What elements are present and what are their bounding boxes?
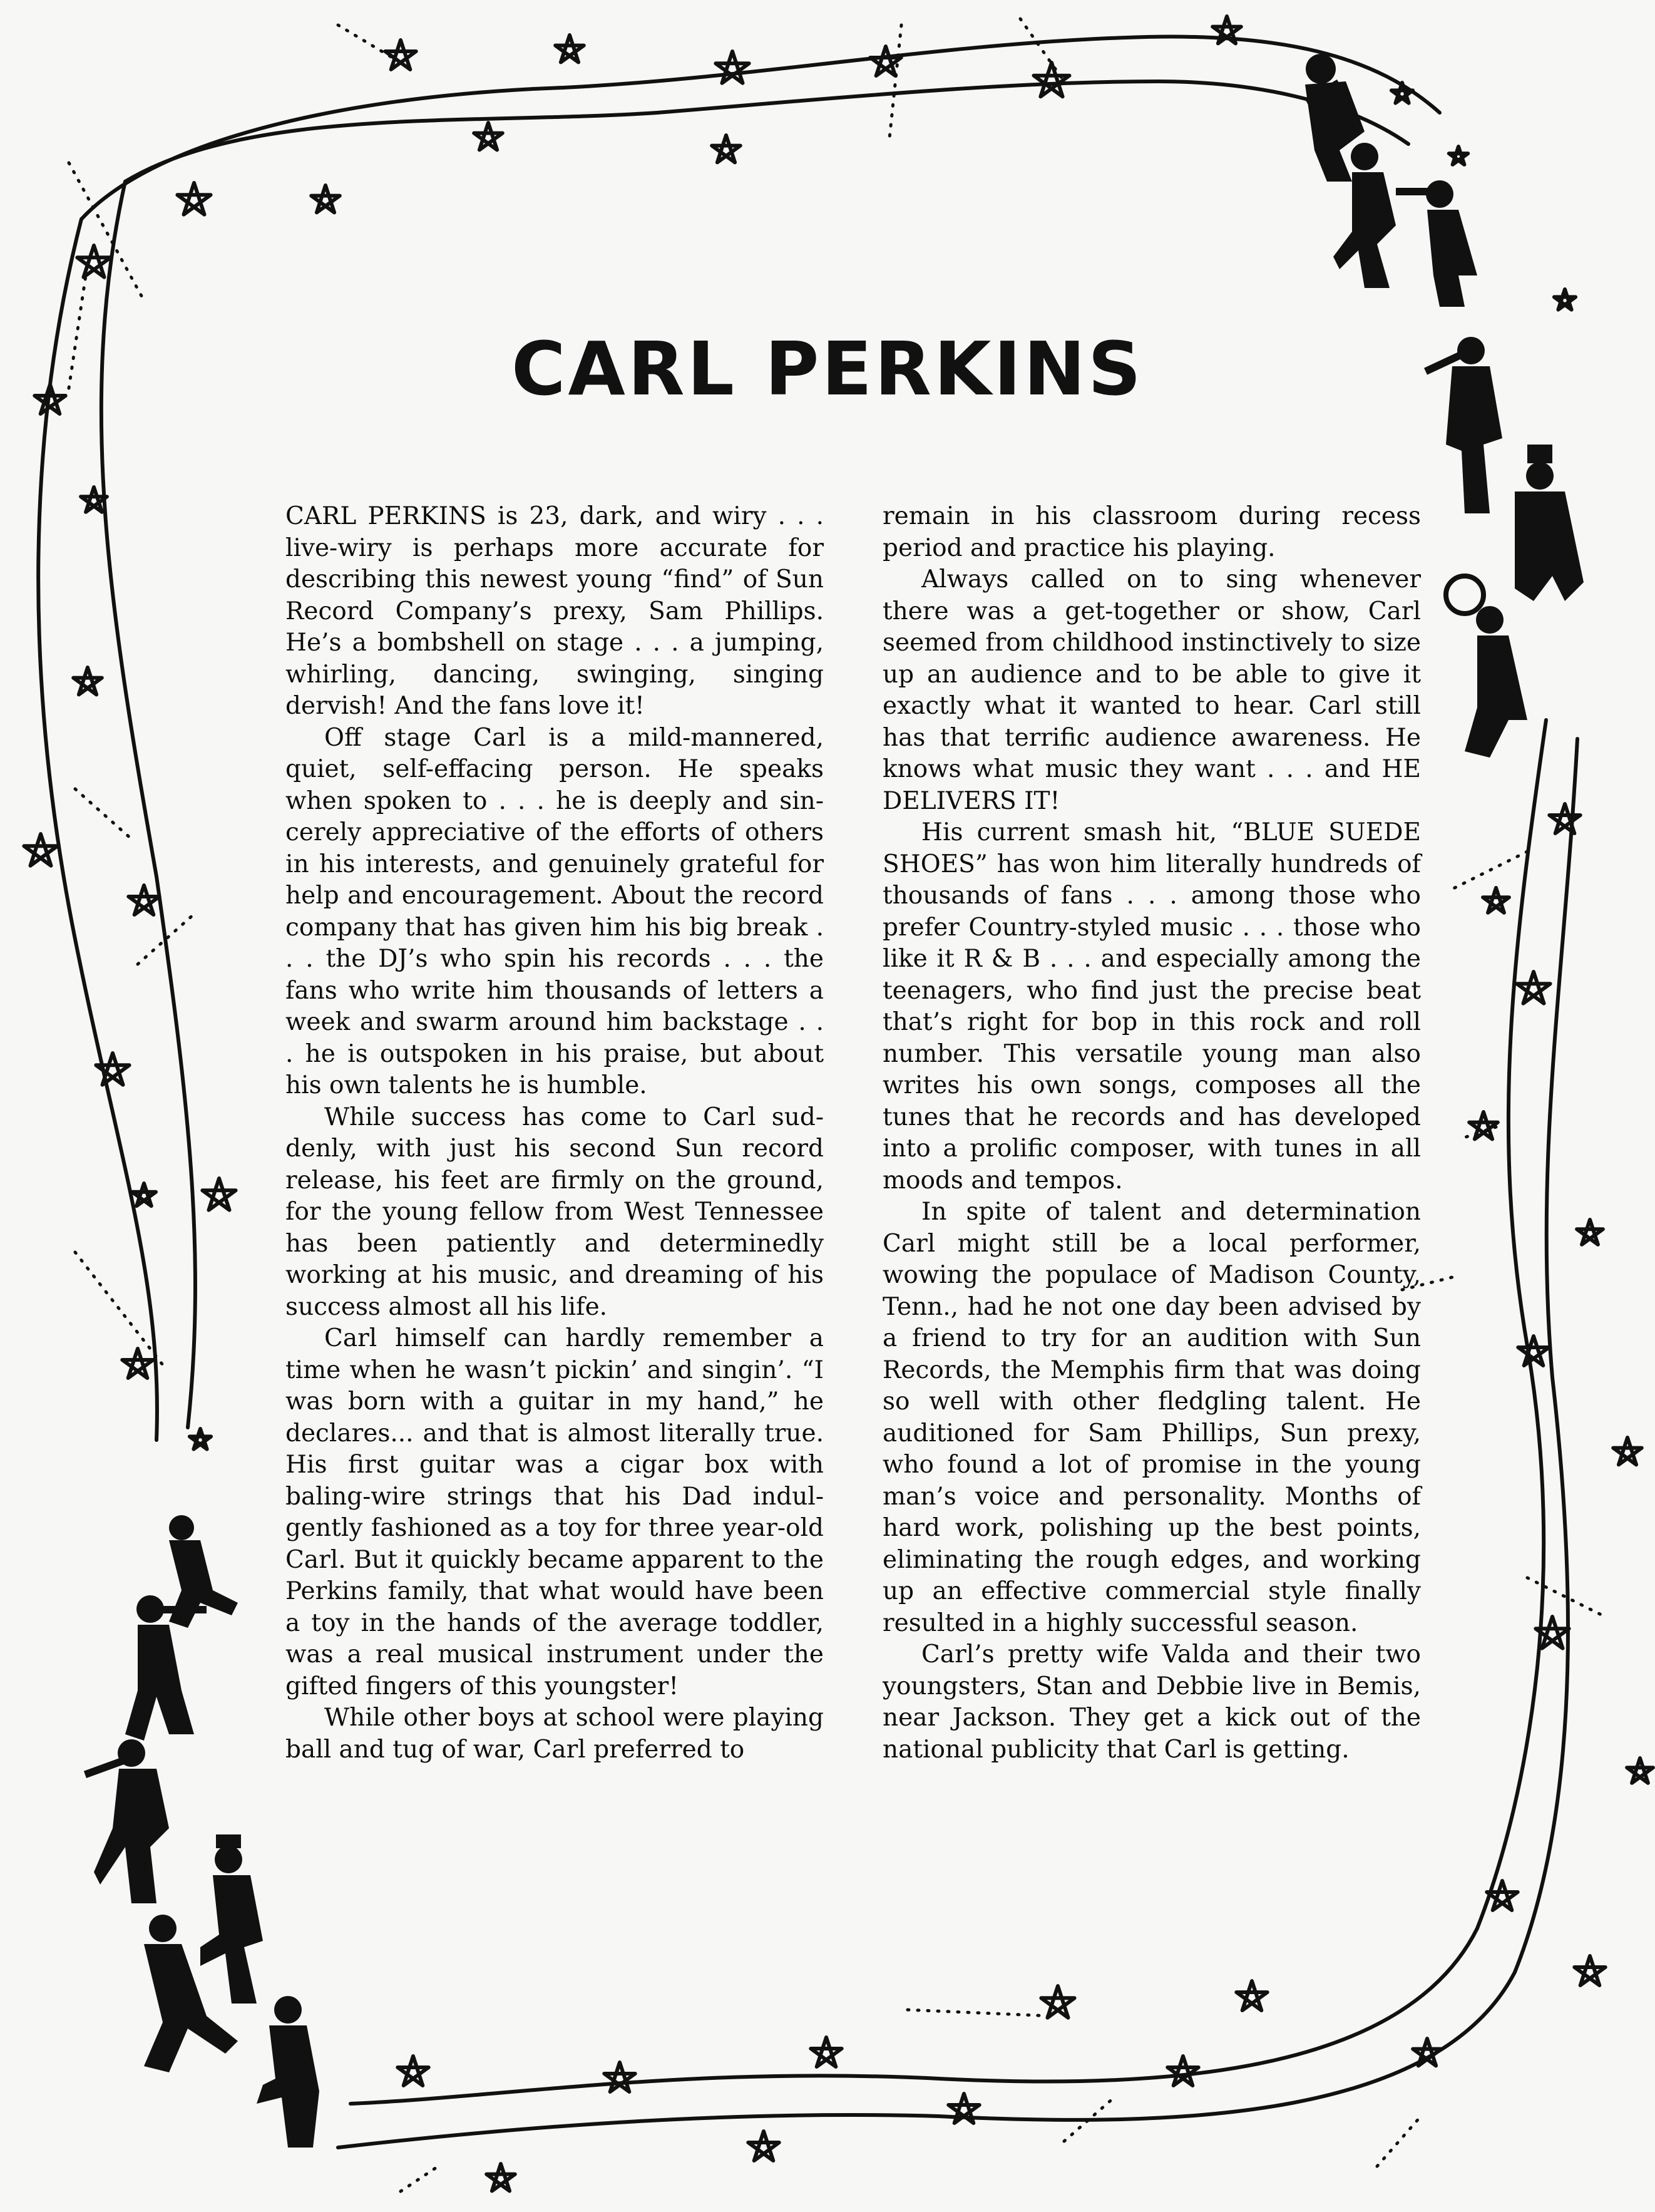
star-icon <box>24 834 57 866</box>
star-icon <box>1391 83 1413 103</box>
star-icon <box>1613 1438 1642 1464</box>
star-icon <box>1469 1112 1498 1139</box>
article-column-right <box>883 501 1421 1766</box>
musician-silhouette <box>125 1595 207 1741</box>
star-icon <box>397 2056 428 2086</box>
star-icon <box>1034 63 1070 96</box>
paragraph: Always called on to sing whenever there was a get-together or show, Carl seemed from childhood instinctively to size up an audience and to be able to give it exactly what it wanted to hear. Carl still has that terrific audience awareness. He knows what music they want . . . and HE DELIVERS IT! <box>883 565 1421 815</box>
star-icon <box>715 51 749 83</box>
star-icon <box>811 2037 841 2067</box>
star-icon <box>870 46 901 76</box>
star-icon <box>1577 1220 1603 1245</box>
star-icon <box>1449 147 1468 165</box>
star-icon <box>1518 1336 1549 1366</box>
star-icon <box>1554 289 1576 310</box>
star-icon <box>555 35 584 62</box>
musician-silhouette <box>200 1834 263 2004</box>
page-title: CARL PERKINS <box>511 326 1144 412</box>
musician-silhouette <box>1396 180 1477 307</box>
star-icon <box>1167 2056 1198 2086</box>
star-icon <box>77 245 110 277</box>
star-icon <box>190 1429 211 1449</box>
paragraph: While other boys at school were playing ball and tug of war, Carl preferred to <box>285 1704 824 1764</box>
paragraph: In spite of talent and determination Carl might still be a local performer, wowing the populace of Madison County, Tenn., had he not one day been advised by a friend to try for an audition with Sun Records, the Memphis firm that was doing so well with other fledgling talent. He auditioned for Sam Phillips, Sun prexy, who found a lot of promise in the young man’s voice and personality. Months of hard work, polishing up the best points, eliminating the rough edges, and working up an effective commercial style finally resulted in a highly successful season. <box>883 1198 1421 1637</box>
paragraph: His current smash hit, “BLUE SUEDE SHOES” has won him literally hundreds of thousands of fans . . . among those who prefer Country-styled music . . . those who like it R & B . . . and especially among the teenagers, who find just the precise beat that’s right for bop in this rock and roll number. This versatile young man also writes his own songs, composes all the tunes that he records and has developed into a prolific composer, with tunes in all moods and tempos. <box>883 818 1421 1195</box>
star-icon <box>748 2131 779 2161</box>
paragraph: remain in his classroom during recess period and practice his playing. <box>883 502 1421 562</box>
star-icon <box>73 667 102 694</box>
star-icon <box>1549 804 1580 833</box>
star-icon <box>604 2062 635 2092</box>
star-icon <box>202 1178 235 1210</box>
star-icon <box>1041 1986 1074 2018</box>
star-icon <box>1627 1758 1653 1783</box>
star-icon <box>1483 888 1509 913</box>
star-icon <box>122 1349 153 1378</box>
star-icon <box>128 885 159 915</box>
musician-silhouette <box>1515 445 1584 601</box>
star-icon <box>474 123 503 150</box>
border-swirl-line <box>81 37 1440 220</box>
star-icon <box>1517 972 1550 1004</box>
musician-silhouette <box>257 1996 319 2148</box>
musician-silhouette <box>84 1739 169 1903</box>
paragraph: Carl himself can hardly remember a time when he wasn’t pickin’ and singin’. “I was born with a guitar in my hand,” he declares... and that is almost literally true. His first guitar was a cigar box with baling-wire strings that his Dad indulgently fashioned as a toy for three year-old Carl. But it quickly became apparent to the Perkins family, that what would have been a toy in the hands of the average toddler, was a real musical instrument under the gifted fingers of this youngster! <box>285 1324 824 1700</box>
star-icon <box>486 2164 515 2191</box>
paragraph: While success has come to Carl suddenly, with just his second Sun record release, his feet are firmly on the ground, for the young fellow from West Tennessee has been patiently and determinedly working at his music, and dreaming of his success almost all his life. <box>285 1103 824 1321</box>
musician-silhouette <box>1446 576 1527 758</box>
star-icon <box>177 183 210 215</box>
star-icon <box>132 1183 156 1206</box>
paragraph: Carl’s pretty wife Valda and their two youngsters, Stan and Debbie live in Bemis, near Jackson. They get a kick out of the national publicity that Carl is getting. <box>883 1640 1421 1764</box>
star-icon <box>311 185 340 212</box>
border-swirl-line <box>125 81 1408 182</box>
paragraph: Off stage Carl is a mild-mannered, quiet, self-effacing person. He speaks when spoken to . . . he is deeply and sincerely appreciative of the efforts of others in his interests, and genuinely grateful for help and encouragement. About the record company that has given him his big break . . . the DJ’s who spin his records . . . the fans who write him thousands of letters a week and swarm around him backstage . . . he is outspoken in his praise, but about his own talents he is humble. <box>285 723 824 1099</box>
paragraph: CARL PERKINS is 23, dark, and wiry . . . live-wiry is perhaps more accurate for describing this newest young “find” of Sun Record Company’s prexy, Sam Phillips. He’s a bombshell on stage . . . a jumping, whirling, dancing, swinging, singing dervish! And the fans love it! <box>285 502 824 720</box>
star-icon <box>712 135 740 162</box>
star-icon <box>385 40 416 69</box>
star-icon <box>1574 1956 1605 1985</box>
article-column-left <box>285 501 824 1766</box>
star-icon <box>1236 1981 1267 2010</box>
